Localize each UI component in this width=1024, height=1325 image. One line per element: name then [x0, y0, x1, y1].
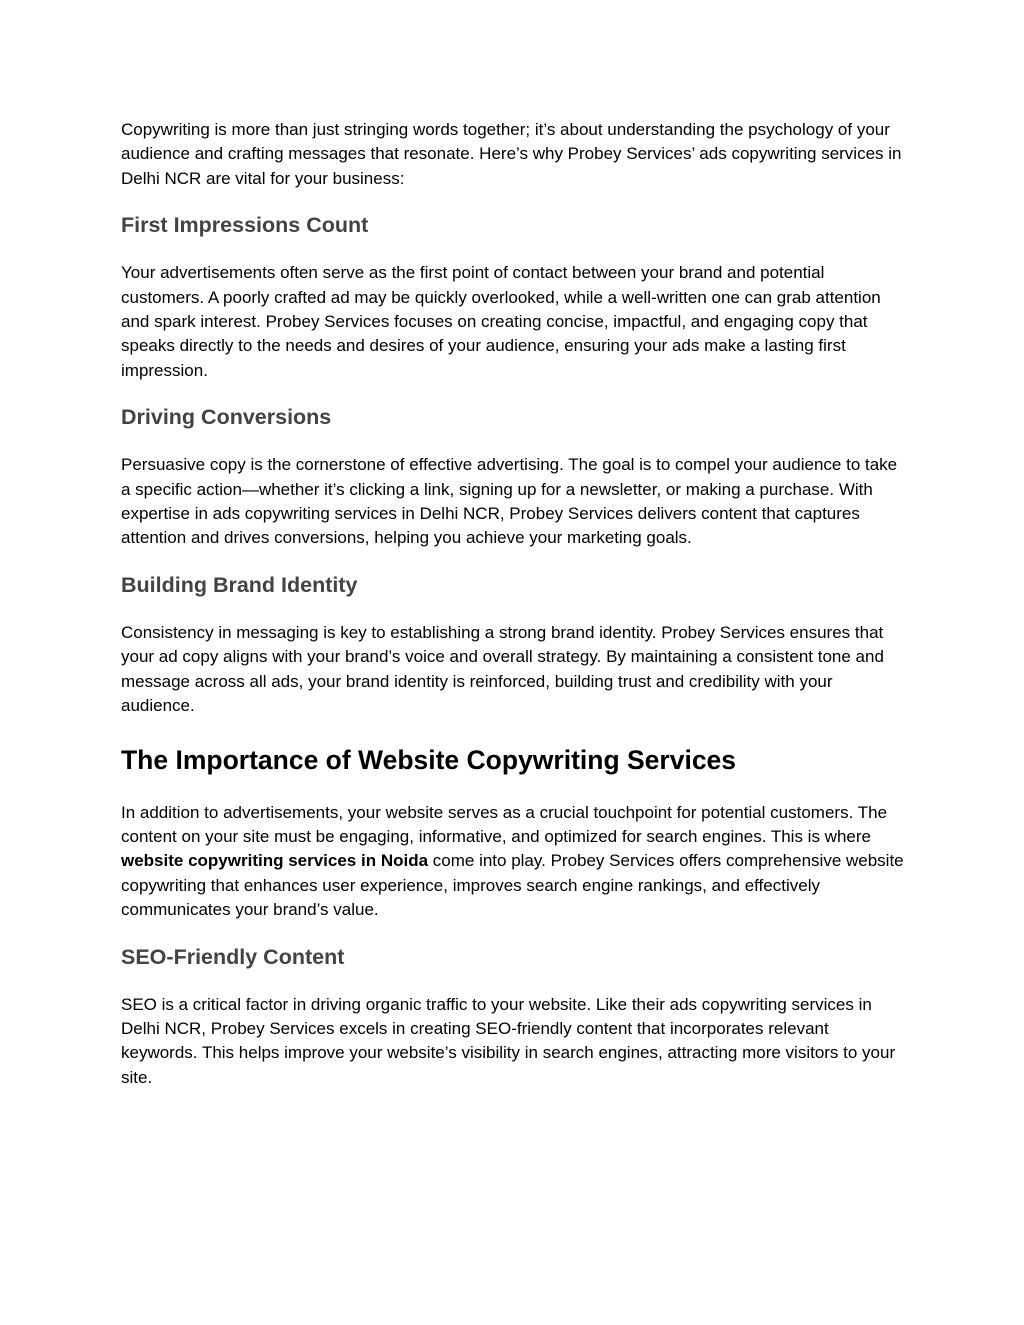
website-copywriting-text-start: In addition to advertisements, your website serves as a crucial touchpoint for potential customers. The content on your site must be engaging, informative, and optimized for search engines. This is where	[121, 802, 888, 846]
website-copywriting-bold-phrase: website copywriting services in Noida	[121, 851, 429, 871]
heading-brand-identity: Building Brand Identity	[121, 572, 358, 597]
heading-driving-conversions: Driving Conversions	[121, 405, 332, 430]
intro-paragraph: Copywriting is more than just stringing words together; it’s about understanding the psychology of your audience and crafting messages that resonate. Here’s why Probey Services’ ads copywriting services in Delhi NCR are vital for your business:	[121, 120, 902, 188]
heading-seo-content: SEO-Friendly Content	[121, 944, 345, 969]
website-copywriting-paragraph	[121, 801, 906, 923]
document-page	[121, 118, 906, 1090]
first-impressions-paragraph: Your advertisements often serve as the first point of contact between your brand and potential customers. A poorly crafted ad may be quickly overlooked, while a well-written one can grab attention and spark interest. Probey Services focuses on creating concise, impactful, and engaging copy that speaks directly to the needs and desires of your audience, ensuring your ads make a lasting first impression.	[121, 263, 881, 380]
seo-content-paragraph: SEO is a critical factor in driving organic traffic to your website. Like their ads copywriting services in Delhi NCR, Probey Services excels in creating SEO-friendly content that incorporates relevant keywords. This helps improve your website’s visibility in search engines, attracting more visitors to your site.	[121, 994, 896, 1087]
website-copywriting-text-end: come into play. Probey Services offers comprehensive website copywriting that enhances user experience, improves search engine rankings, and effectively communicates your brand’s value.	[121, 851, 904, 920]
brand-identity-paragraph: Consistency in messaging is key to establishing a strong brand identity. Probey Services ensures that your ad copy aligns with your brand’s voice and overall strategy. By maintaining a consistent tone and message across all ads, your brand identity is reinforced, building trust and credibility with your audience.	[121, 622, 884, 716]
driving-conversions-paragraph: Persuasive copy is the cornerstone of effective advertising. The goal is to compel your audience to take a specific action—whether it’s clicking a link, signing up for a newsletter, or making a purchase. With expertise in ads copywriting services in Delhi NCR, Probey Services delivers content that captures attention and drives conversions, helping you achieve your marketing goals.	[121, 455, 898, 548]
heading-first-impressions: First Impressions Count	[121, 213, 369, 238]
heading-website-copywriting: The Importance of Website Copywriting Services	[121, 744, 737, 775]
